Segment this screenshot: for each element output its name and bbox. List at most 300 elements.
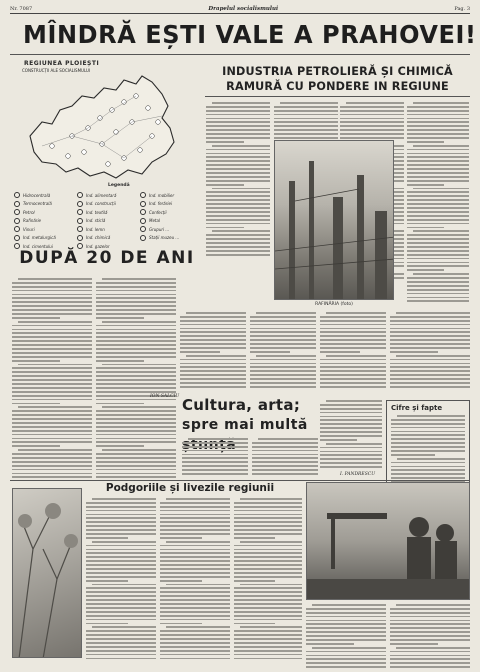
text-line [391, 434, 465, 436]
text-line [92, 541, 156, 543]
text-line [274, 125, 338, 127]
text-line [340, 114, 404, 116]
text-line [390, 662, 470, 664]
text-line [86, 591, 156, 593]
map-title: REGIUNEA PLOIEȘTI [24, 60, 100, 67]
text-line [160, 634, 230, 636]
text-line [86, 619, 156, 621]
text-line [160, 564, 230, 566]
text-line [320, 374, 386, 376]
text-line [96, 356, 176, 358]
text-line [391, 473, 465, 475]
text-line [250, 351, 290, 353]
legend-row [14, 208, 204, 217]
text-line [390, 374, 470, 376]
text-line [206, 211, 270, 213]
vineyard-icon [14, 226, 20, 232]
text-line [86, 615, 156, 617]
text-line [234, 537, 275, 539]
text-line [390, 635, 470, 637]
legend-row [14, 234, 204, 243]
text-line [234, 654, 302, 656]
text-line [206, 234, 270, 236]
text-line [407, 176, 469, 178]
text-column [390, 312, 470, 390]
text-line [391, 438, 465, 440]
text-line [320, 435, 382, 437]
text-line [407, 250, 469, 252]
text-line [234, 517, 302, 519]
text-line [12, 465, 92, 467]
hardware-icon [140, 201, 146, 207]
text-line [391, 446, 465, 448]
facts-box-title: Cifre și fapte [391, 404, 443, 412]
text-line [160, 560, 230, 562]
text-line [188, 438, 248, 440]
legend-item [140, 192, 203, 198]
text-line [12, 325, 92, 327]
text-line [407, 106, 469, 108]
group-icon [140, 226, 146, 232]
culture-line-1: Cultura, arta; [182, 396, 301, 414]
text-line [234, 545, 302, 547]
text-line [12, 297, 92, 299]
section-rule [10, 480, 470, 481]
text-line [182, 457, 248, 459]
legend-label: Metal [149, 218, 161, 224]
text-line [390, 631, 470, 633]
text-line [234, 572, 302, 574]
text-line [92, 584, 156, 586]
text-line [206, 114, 270, 116]
text-line [234, 630, 302, 632]
text-line [12, 430, 92, 432]
text-line [252, 461, 318, 463]
text-line [250, 374, 316, 376]
text-line [96, 414, 176, 416]
text-line [160, 638, 230, 640]
text-line [86, 514, 156, 516]
legend-item [77, 209, 140, 215]
text-line [96, 325, 176, 327]
text-line [182, 473, 248, 475]
text-column [234, 498, 302, 661]
text-line [166, 498, 230, 500]
legend-label: Ind. gazelor [86, 243, 110, 249]
text-line [234, 549, 302, 551]
text-line [160, 619, 230, 621]
text-line [306, 639, 386, 641]
text-line [326, 443, 382, 445]
text-line [96, 391, 176, 393]
text-line [397, 415, 465, 417]
text-line [206, 172, 270, 174]
text-column [96, 278, 176, 480]
text-line [160, 537, 202, 539]
resort-icon [140, 235, 146, 241]
text-line [160, 642, 230, 644]
text-line [102, 321, 176, 323]
text-line [12, 403, 60, 405]
text-line [407, 234, 469, 236]
text-line [306, 666, 386, 668]
text-line [391, 419, 465, 421]
text-line [160, 603, 230, 605]
main-headline: MÎNDRĂ EȘTI VALE A PRAHOVEI! [23, 20, 477, 49]
text-line [312, 647, 386, 649]
text-line [206, 219, 270, 221]
text-line [407, 238, 469, 240]
text-line [86, 576, 156, 578]
culture-line-2: spre mai multă [182, 417, 308, 433]
text-line [407, 203, 469, 205]
text-line [391, 431, 465, 433]
text-line [86, 642, 156, 644]
text-line [396, 647, 470, 649]
text-line [12, 301, 92, 303]
text-line [160, 607, 230, 609]
text-column [206, 102, 270, 258]
text-line [250, 331, 316, 333]
text-line [12, 332, 92, 334]
text-line [234, 646, 302, 648]
text-line [340, 110, 404, 112]
text-line [86, 611, 156, 613]
legend-label: Ind. lemn [86, 226, 105, 232]
text-line [160, 580, 202, 582]
text-line [12, 414, 92, 416]
text-line [407, 125, 469, 127]
text-line [240, 498, 302, 500]
text-line [86, 595, 156, 597]
text-line [96, 301, 176, 303]
text-line [407, 227, 444, 229]
text-line [92, 498, 156, 500]
text-line [390, 347, 470, 349]
text-line [180, 343, 246, 345]
text-line [206, 191, 270, 193]
text-line [391, 427, 465, 429]
map-subtitle: CONSTRUCȚII ALE SOCIALISMULUI [22, 68, 91, 73]
orchards-headline: Podgoriile și livezile regiunii [105, 482, 275, 494]
text-line [252, 457, 318, 459]
text-line [12, 422, 92, 424]
legend-item [77, 201, 140, 207]
text-line [12, 473, 92, 475]
text-line [102, 449, 176, 451]
folio [10, 4, 470, 14]
text-line [250, 339, 316, 341]
text-line [206, 195, 270, 197]
text-line [18, 321, 92, 323]
text-line [407, 180, 469, 182]
text-line [234, 650, 302, 652]
text-line [206, 199, 270, 201]
text-line [250, 359, 316, 361]
text-line [166, 541, 230, 543]
text-line [160, 611, 230, 613]
text-line [407, 168, 469, 170]
text-line [234, 658, 302, 660]
text-line [206, 141, 244, 143]
text-line [96, 403, 144, 405]
text-line [306, 658, 386, 660]
text-line [234, 510, 302, 512]
text-line [390, 658, 470, 660]
text-line [340, 106, 404, 108]
text-line [280, 102, 338, 104]
text-line [12, 371, 92, 373]
text-line [206, 203, 270, 205]
text-line [12, 391, 92, 393]
text-line [86, 533, 156, 535]
text-line [234, 623, 275, 625]
text-line [320, 458, 382, 460]
text-line [86, 580, 128, 582]
text-line [160, 623, 202, 625]
legend-row [14, 225, 204, 234]
text-line [396, 355, 470, 357]
text-line [407, 254, 469, 256]
text-line [180, 351, 220, 353]
legend-label: Grupuri ... [149, 226, 170, 232]
text-line [12, 410, 92, 412]
text-line [340, 118, 404, 120]
text-line [256, 312, 316, 314]
text-line [407, 110, 469, 112]
text-line [206, 156, 270, 158]
text-line [320, 343, 386, 345]
text-line [390, 612, 470, 614]
text-line [252, 446, 318, 448]
text-line [390, 608, 470, 610]
text-line [96, 438, 176, 440]
text-line [102, 364, 176, 366]
text-line [96, 469, 176, 471]
text-line [160, 587, 230, 589]
text-line [12, 399, 92, 401]
text-line [390, 351, 438, 353]
text-line [96, 375, 176, 377]
text-line [12, 469, 92, 471]
text-line [86, 587, 156, 589]
region-map [12, 60, 202, 270]
text-line [160, 572, 230, 574]
text-line [96, 465, 176, 467]
legend-row [14, 217, 204, 226]
text-line [180, 370, 246, 372]
text-line [12, 476, 92, 478]
text-line [160, 556, 230, 558]
text-line [86, 634, 156, 636]
text-line [12, 352, 92, 354]
legend-label: Ind. mobilier [149, 192, 175, 198]
text-line [180, 331, 246, 333]
text-line [320, 316, 386, 318]
text-line [340, 129, 404, 131]
legend-item [14, 226, 77, 232]
metal-icon [140, 218, 146, 224]
text-line [320, 331, 386, 333]
text-line [320, 366, 386, 368]
headline-line-2: RAMURĂ CU PONDERE IN REGIUNE [226, 80, 449, 93]
text-line [320, 328, 386, 330]
text-line [413, 230, 469, 232]
text-line [12, 445, 60, 447]
newspaper-name: Drapelul socialismului [208, 5, 279, 12]
text-line [18, 278, 92, 280]
text-line [320, 339, 386, 341]
legend-item [140, 201, 203, 207]
text-line [96, 348, 176, 350]
text-line [390, 378, 470, 380]
text-line [96, 430, 176, 432]
text-line [206, 227, 244, 229]
text-line [407, 207, 469, 209]
text-column [250, 312, 316, 390]
text-line [206, 129, 270, 131]
text-line [212, 230, 270, 232]
legend-label: Petrol [23, 209, 35, 215]
text-line [96, 441, 176, 443]
text-line [86, 658, 156, 660]
text-line [160, 576, 230, 578]
legend-item [14, 209, 77, 215]
text-line [180, 320, 246, 322]
legend-item [77, 218, 140, 224]
author-signature: ION SALCIU [150, 394, 180, 399]
text-line [182, 450, 248, 452]
text-line [274, 133, 338, 135]
legend-label: Ind. construcții [86, 201, 116, 207]
text-line [18, 406, 92, 408]
text-line [407, 281, 469, 283]
text-line [180, 378, 246, 380]
text-line [390, 623, 470, 625]
legend-item [77, 235, 140, 241]
text-line [160, 568, 230, 570]
text-line [12, 395, 92, 397]
text-line [160, 502, 230, 504]
text-line [160, 650, 230, 652]
text-line [206, 106, 270, 108]
text-line [320, 412, 382, 414]
text-line [407, 153, 469, 155]
text-line [234, 634, 302, 636]
text-line [413, 273, 469, 275]
text-line [390, 324, 470, 326]
legend-label: Confecții [149, 209, 167, 215]
legend-label: Vinuri [23, 226, 35, 232]
text-line [86, 529, 156, 531]
text-line [96, 313, 176, 315]
text-line [12, 418, 92, 420]
legend-label: Rafinărie [23, 218, 42, 224]
text-line [160, 529, 230, 531]
text-line [206, 176, 270, 178]
text-line [180, 363, 246, 365]
text-line [160, 506, 230, 508]
text-line [12, 457, 92, 459]
text-line [86, 623, 128, 625]
text-line [96, 344, 176, 346]
text-line [96, 387, 176, 389]
text-line [96, 371, 176, 373]
text-line [274, 118, 338, 120]
text-line [160, 654, 230, 656]
text-line [250, 335, 316, 337]
text-line [390, 666, 470, 668]
text-line [96, 317, 144, 319]
legend-label: Ind. textilă [86, 209, 108, 215]
text-line [320, 363, 386, 365]
text-line [274, 137, 338, 139]
text-line [320, 351, 360, 353]
article-rule [205, 96, 470, 97]
text-line [160, 595, 230, 597]
text-line [390, 316, 470, 318]
text-line [12, 438, 92, 440]
text-column [12, 278, 92, 480]
text-line [206, 153, 270, 155]
text-line [86, 549, 156, 551]
text-line [234, 568, 302, 570]
text-line [96, 360, 144, 362]
text-line [340, 137, 404, 139]
text-line [234, 525, 302, 527]
text-line [340, 121, 404, 123]
text-line [186, 312, 246, 314]
text-line [96, 367, 176, 369]
text-line [390, 366, 470, 368]
text-line [320, 427, 382, 429]
text-line [86, 650, 156, 652]
text-line [407, 133, 469, 135]
text-line [390, 320, 470, 322]
text-line [166, 584, 230, 586]
text-line [390, 339, 470, 341]
text-line [407, 265, 469, 267]
textile-icon [77, 209, 83, 215]
text-line [407, 172, 469, 174]
text-line [12, 294, 92, 296]
text-line [407, 149, 469, 151]
text-line [320, 439, 357, 441]
text-line [306, 620, 386, 622]
text-line [160, 599, 230, 601]
text-line [12, 461, 92, 463]
text-line [86, 552, 156, 554]
text-line [96, 305, 176, 307]
author-signature: I. PANDRESCU [340, 472, 376, 477]
text-line [182, 446, 248, 448]
text-line [96, 379, 176, 381]
text-line [234, 638, 302, 640]
text-line [180, 386, 246, 388]
text-line [320, 419, 382, 421]
text-line [180, 324, 246, 326]
text-line [180, 328, 246, 330]
text-line [12, 383, 92, 385]
text-line [180, 382, 246, 384]
text-line [12, 282, 92, 284]
text-line [160, 549, 230, 551]
text-line [206, 125, 270, 127]
text-line [390, 620, 470, 622]
text-line [96, 473, 176, 475]
text-line [407, 114, 469, 116]
text-line [86, 560, 156, 562]
